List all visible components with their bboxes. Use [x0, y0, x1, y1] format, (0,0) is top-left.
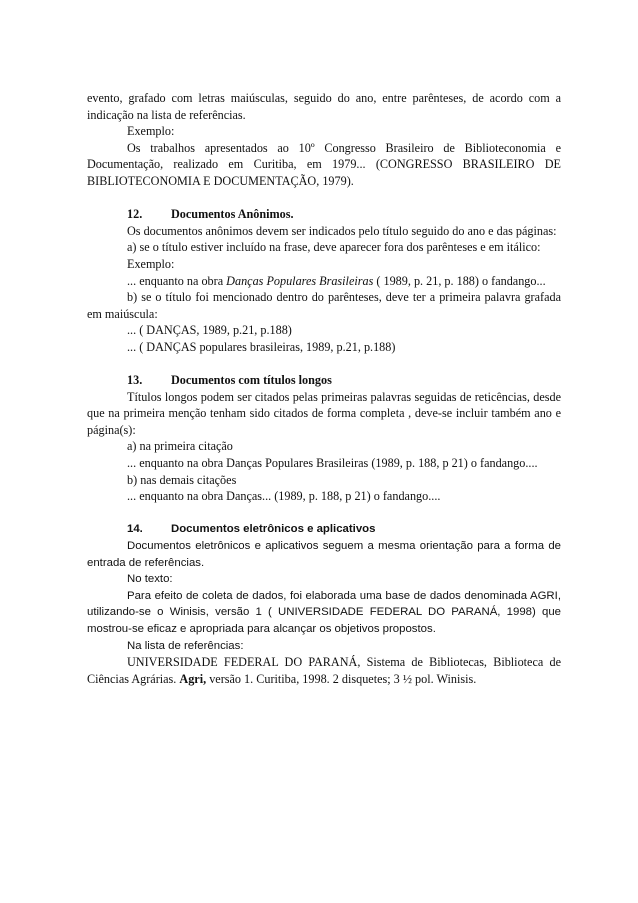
section-12-example-1: ... enquanto na obra Danças Populares Brasileiras ( 1989, p. 21, p. 188) o fandango... [127, 273, 546, 288]
section-14-in-text-example: Para efeito de coleta de dados, foi elaborada uma base de dados denominada AGRI, utilizando-se o Winisis, versão 1 ( UNIVERSIDADE FEDERAL DO PARANÁ, 1998) que mostrou-se eficaz e apropriada para alcançar os objetivos propostos. [87, 589, 561, 635]
section-13-heading [87, 372, 561, 389]
section-13-title: Documentos com títulos longos [171, 373, 332, 388]
section-13-paragraph: Títulos longos podem ser citados pelas primeiras palavras seguidas de reticências, desde que na primeira menção tenham sido citados de forma completa , deve-se incluir também ano e página(s): [87, 389, 561, 437]
section-12-example-2: ... ( DANÇAS, 1989, p.21, p.188) [127, 323, 292, 338]
section-12-paragraph: Os documentos anônimos devem ser indicados pelo título seguido do ano e das páginas: [127, 223, 557, 238]
section-14-heading [87, 521, 561, 538]
intro-paragraph: evento, grafado com letras maiúsculas, seguido do ano, entre parênteses, de acordo com a indicação na lista de referências. [87, 91, 561, 122]
italic-title: Danças Populares Brasileiras [226, 273, 374, 288]
section-12-item-a: a) se o título estiver incluído na frase, deve aparecer fora dos parênteses e em itálico: [127, 240, 541, 255]
section-14-references-label: Na lista de referências: [127, 639, 244, 652]
section-12-example-3: ... ( DANÇAS populares brasileiras, 1989, p.21, p.188) [127, 339, 396, 354]
section-13-item-b: b) nas demais citações [127, 472, 237, 487]
intro-example-text: Os trabalhos apresentados ao 10º Congresso Brasileiro de Biblioteconomia e Documentação, realizado em Curitiba, em 1979... (CONGRESSO BRASILEIRO DE BIBLIOTECONOMIA E DOCUMENTAÇÃO, 1979). [87, 140, 561, 188]
intro-example-label: Exemplo: [127, 124, 175, 139]
document-page [87, 90, 561, 687]
section-13-item-a: a) na primeira citação [127, 439, 233, 454]
section-14-title: Documentos eletrônicos e aplicativos [171, 523, 376, 536]
section-12-example-label: Exemplo: [127, 256, 175, 271]
section-14-in-text-label: No texto: [127, 573, 173, 586]
section-12-title: Documentos Anônimos. [171, 207, 294, 222]
section-14-number: 14. [127, 523, 143, 536]
section-13-example-1: ... enquanto na obra Danças Populares Brasileiras (1989, p. 188, p 21) o fandango.... [127, 456, 538, 471]
section-12-heading [87, 206, 561, 223]
section-13-number: 13. [127, 373, 143, 388]
bold-title: Agri, [179, 671, 207, 686]
section-13-example-2: ... enquanto na obra Danças... (1989, p. 188, p 21) o fandango.... [127, 489, 441, 504]
section-14-paragraph: Documentos eletrônicos e aplicativos seguem a mesma orientação para a forma de entrada de referências. [87, 540, 561, 569]
section-12-number: 12. [127, 207, 143, 222]
section-12-item-b: b) se o título foi mencionado dentro do parênteses, deve ter a primeira palavra grafada em maiúscula: [87, 290, 561, 321]
section-14-reference: UNIVERSIDADE FEDERAL DO PARANÁ, Sistema de Bibliotecas, Biblioteca de Ciências Agrárias. Agri, versão 1. Curitiba, 1998. 2 disquetes; 3 ½ pol. Winisis. [87, 655, 561, 686]
